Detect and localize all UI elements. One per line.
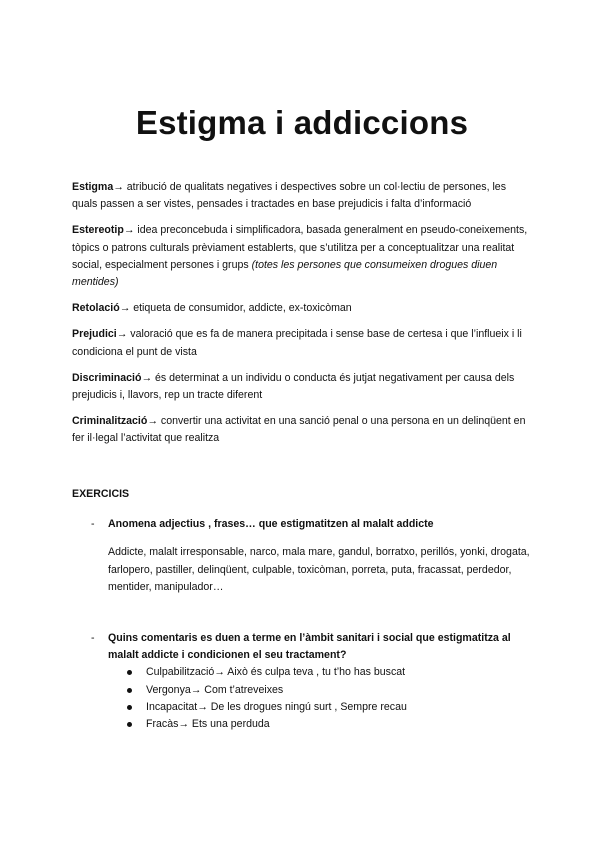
definition-text: → valoració que es fa de manera precipitada i sense base de certesa i que l’influeix i li condiciona el punt de vista xyxy=(72,328,522,358)
definition-discriminacio xyxy=(72,370,532,404)
definition-term: Estereotip xyxy=(72,224,124,237)
question-line xyxy=(91,516,532,533)
page-title: Estigma i addiccions xyxy=(135,104,469,141)
exercise-question-2 xyxy=(91,630,532,733)
definition-text: → convertir una activitat en una sanció penal o una persona en un delinqüent en fer il·legal l’activitat que realitza xyxy=(72,415,526,445)
dash-marker: - xyxy=(91,632,95,644)
definition-retolacio xyxy=(72,300,532,317)
bullet-icon xyxy=(127,688,132,693)
answer-bullet-list xyxy=(91,664,532,733)
definition-term: Discriminació xyxy=(72,371,142,384)
definitions-list xyxy=(72,179,532,457)
list-item-text: Incapacitat→ De les drogues ningú surt , Sempre recau xyxy=(146,700,407,713)
definition-criminalitzacio xyxy=(72,413,532,447)
question-text: Quins comentaris es duen a terme en l’àmbit sanitari i social que estigmatitza al malalt addicte i condicionen el seu tractament? xyxy=(108,632,511,662)
list-item-text: Culpabilització→ Això és culpa teva , tu t’ho has buscat xyxy=(146,666,406,679)
list-item-text: Fracàs→ Ets una perduda xyxy=(146,718,270,731)
definition-term: Estigma xyxy=(72,181,114,193)
definition-term: Prejudici xyxy=(72,328,117,341)
list-item xyxy=(127,699,532,716)
bullet-icon xyxy=(127,670,132,675)
definition-text: → etiqueta de consumidor, addicte, ex-toxicòman xyxy=(119,302,352,315)
list-item-text: Vergonya→ Com t’atreveixes xyxy=(146,683,284,696)
bullet-icon xyxy=(127,705,132,710)
definition-term: Retolació xyxy=(72,302,120,315)
definition-estigma xyxy=(72,179,532,213)
list-item xyxy=(127,716,532,733)
dash-marker: - xyxy=(91,518,95,530)
definition-term: Criminalització xyxy=(72,415,148,428)
exercises-heading: EXERCICIS xyxy=(72,488,130,500)
definition-text: → idea preconcebuda i simplificadora, basada generalment en pseudo-coneixements, tòpics o patrons culturals prèviament establerts, que s’utilitza per a conceptualitzar una realitat social, especialment persones i grups xyxy=(72,224,528,271)
definition-estereotip xyxy=(72,222,532,291)
definition-text: → atribució de qualitats negatives i despectives sobre un col·lectiu de persones, les quals passen a ser vistes, pensades i tractades en base prejudicis i falta d’informació xyxy=(72,181,506,211)
question-line xyxy=(91,630,532,664)
definition-note: (totes les persones que consumeixen drogues diuen mentides) xyxy=(72,258,498,289)
exercise-question-1 xyxy=(91,516,532,596)
definition-prejudici xyxy=(72,326,532,360)
definition-text: → és determinat a un individu o conducta és jutjat negativament per causa dels prejudicis i, llavors, rep un tracte diferent xyxy=(72,371,515,402)
question-text: Anomena adjectius , frases… que estigmatitzen al malalt addicte xyxy=(108,518,434,530)
list-item xyxy=(127,682,532,699)
bullet-icon xyxy=(127,722,132,727)
answer-text: Addicte, malalt irresponsable, narco, mala mare, gandul, borratxo, perillós, yonki, drogata, farlopero, pastiller, delinqüent, culpable, toxicòman, porreta, puta, fracassat, perdedor, mentider, manipulador… xyxy=(108,546,530,594)
list-item xyxy=(127,664,532,681)
